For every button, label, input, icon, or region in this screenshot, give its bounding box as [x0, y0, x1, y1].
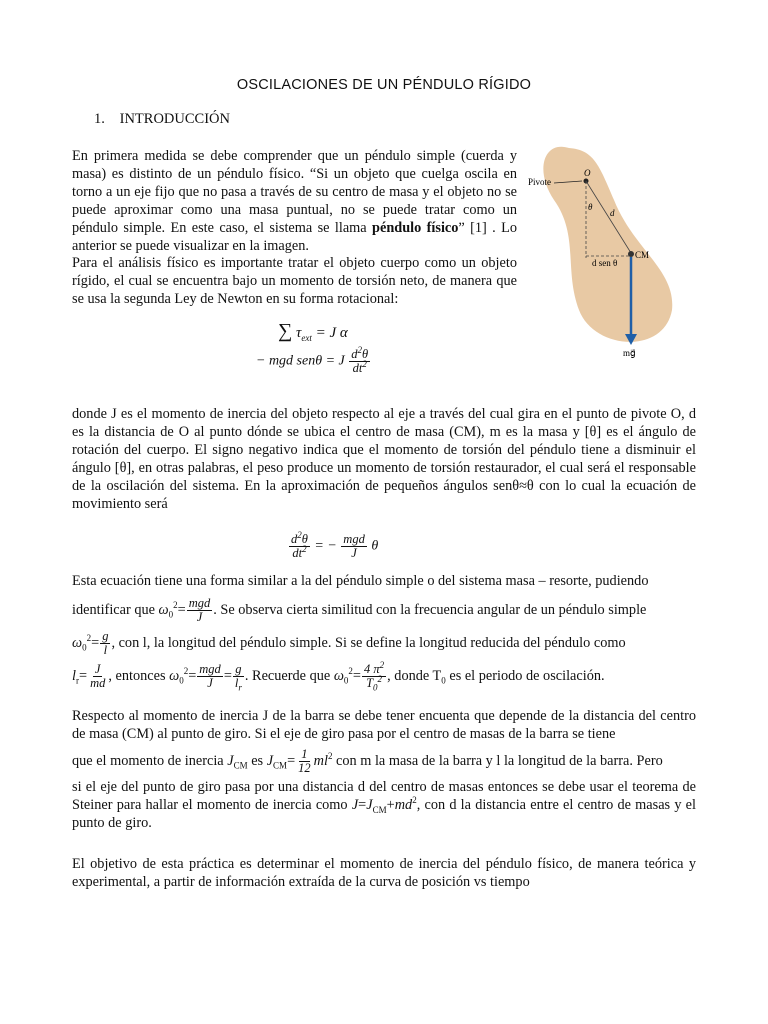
intro-text-b: ” [1] . Lo anterior se puede visualizar en la imagen.: [72, 219, 517, 254]
equation-small-angle: [288, 529, 379, 560]
eq3-J: J: [351, 546, 357, 560]
torque-rhs: = J α: [315, 325, 348, 341]
analogy-line-2: identificar que $\omega_0^2=$ $\frac{\text{mgd}}{J}$ . Se observa cierta similitud con la frecuencia angular de un péndulo simple: [72, 595, 647, 624]
deriv-dt: dt: [352, 361, 363, 375]
analogy-text-similar: . Se observa cierta similitud con la frecuencia angular de un péndulo simple: [213, 601, 647, 618]
deriv-theta: θ: [362, 347, 369, 361]
rigid-body-shape: [543, 147, 672, 342]
section-number: 1.: [94, 111, 105, 127]
eq3-d: d: [291, 532, 298, 546]
eq3-theta: θ: [301, 532, 308, 546]
equation-motion: [256, 344, 371, 375]
theta-label: θ: [588, 202, 593, 212]
section-heading: [94, 111, 230, 128]
deriv-sup: 2: [357, 344, 363, 355]
center-of-mass-point: [628, 251, 634, 257]
inertia-paragraph: [72, 708, 696, 833]
inertia-intro: Respecto al momento de inercia J de la barra se debe tener encuenta que depende de la distancia del centro de masa (CM) al punto de giro. Si el eje de giro pasa por el centro de masas de la barra se tiene: [72, 708, 696, 742]
deriv-d: d: [351, 347, 358, 361]
cm-label: CM: [635, 250, 650, 260]
inertia-text-mass: con m la masa de la barra y l la longitud de la barra. Pero: [336, 752, 663, 769]
sum-symbol: ∑: [278, 320, 293, 342]
eq3-sup: 2: [297, 529, 302, 540]
distance-label: d: [610, 208, 615, 218]
intro-paragraph: [72, 148, 517, 309]
analogy-text-length: , con l, la longitud del péndulo simple. Si se define la longitud reducida del péndulo como: [111, 634, 626, 651]
eq3-equals: = −: [314, 538, 337, 554]
inertia-line-cm: que el momento de inercia $J_{CM}$ es $J_{CM}=$ $\frac{1}{12}$ $ml^2$ con m la masa de la barra y l la longitud de la barra. Pero: [72, 746, 663, 775]
eq3-rhs-fraction: [341, 533, 367, 560]
physical-pendulum-figure: [524, 140, 676, 370]
intro-bold-term: péndulo físico: [372, 219, 459, 236]
analogy-line-4: $l_r=$ $\frac{J}{md}$ , entonces $\omega_0^2=$ $\frac{\text{mgd}}{J}$ = $\frac{g}{l_r}$ . Recuerde que $\omega_0^2=$ $\frac{4 \pi^2}{T_0^2}$ , donde $T_0$ es el periodo de oscilación.: [72, 659, 605, 693]
analogy-text-where: , donde T: [387, 667, 442, 684]
analogy-line-3: $\omega_0^2=$ $\frac{g}{l}$ , con l, la longitud del péndulo simple. Si se define la longitud reducida del péndulo como: [72, 628, 626, 657]
deriv-dt-sup: 2: [362, 358, 367, 369]
analogy-text-recall: . Recuerde que: [244, 667, 331, 684]
analogy-paragraph: [72, 573, 696, 693]
intro-text-a: En primera medida se debe comprender que un péndulo simple (cuerda y masa) es distinto de un péndulo físico. “Si un objeto que cuelga oscila en torno a un eje fijo que no pasa a través de su centro de masa y el objeto no se puede aproximar como una masa puntual, no se puede tratar como un péndulo simple. En este caso, el sistema se llama: [72, 148, 517, 236]
eq3-dt: dt: [292, 546, 303, 560]
intro-text-c: Para el análisis físico es importante tratar el objeto cuerpo como un objeto rígido, el cual se encuentra bajo un momento de torsión neto, de manera que se usa la segunda Ley de Newton en su forma rotacional:: [72, 255, 517, 308]
inertia-text-moment: que el momento de inercia: [72, 752, 224, 769]
analogy-line-1: Esta ecuación tiene una forma similar a la del péndulo simple o del sistema masa – resorte, pudiendo: [72, 573, 649, 589]
origin-label: O: [584, 168, 591, 178]
inertia-text-steiner: si el eje del punto de giro pasa por una distancia d del centro de masas entonces se debe usar el teorema de Steiner para hallar el momento de inercia como: [72, 778, 696, 813]
inertia-text-es: es: [251, 752, 264, 769]
inertia-text-distance: , con d la distancia entre el centro de masas y el punto de giro.: [72, 796, 697, 831]
analogy-text-period: es el periodo de oscilación.: [445, 667, 605, 684]
analogy-text-then: , entonces: [108, 667, 166, 684]
analogy-text-identify: identificar que: [72, 601, 155, 618]
inertia-line-steiner: si el eje del punto de giro pasa por una distancia d del centro de masas entonces se debe usar el teorema de Steiner para hallar el momento de inercia como $J=J_{CM}+md^2$, con d la distancia entre el centro de masas y el punto de giro.: [72, 778, 697, 831]
second-derivative-fraction: [349, 344, 370, 375]
definitions-paragraph: donde J es el momento de inercia del objeto respecto al eje a través del cual gira en el punto de pivote O, d es la distancia de O al punto dónde se ubica el centro de masa (CM), m es la masa y [θ] es el ángulo de rotación del cuerpo. El signo negativo indica que el momento de torsión del péndulo tiene a disminuir el ángulo [θ], en otras palabras, el peso produce un momento de torsión restaurador, el cual será el responsable de la oscilación del sistema. En la aproximación de pequeños ángulos senθ≈θ con lo cual la ecuación de movimiento será: [72, 406, 696, 512]
equation-torque: [278, 320, 348, 343]
section-label: INTRODUCCIÓN: [119, 111, 230, 127]
weight-label: mg⃗: [623, 348, 636, 358]
motion-lhs: − mgd senθ = J: [256, 353, 345, 369]
eq3-mgd: mgd: [343, 532, 365, 546]
eq3-lhs-fraction: [289, 529, 310, 560]
eq3-dt-sup: 2: [302, 543, 307, 554]
eq3-tail: θ: [371, 538, 379, 554]
ext-subscript: ext: [301, 333, 312, 343]
tau-symbol: τ: [296, 325, 302, 341]
dsen-label: d sen θ: [592, 258, 618, 268]
pivot-label: Pivote: [528, 177, 552, 187]
objective-paragraph: El objetivo de esta práctica es determinar el momento de inercia del péndulo físico, de manera teórica y experimental, a partir de información extraída de la curva de posición vs tiempo: [72, 856, 696, 890]
page-title: OSCILACIONES DE UN PÉNDULO RÍGIDO: [236, 77, 532, 93]
